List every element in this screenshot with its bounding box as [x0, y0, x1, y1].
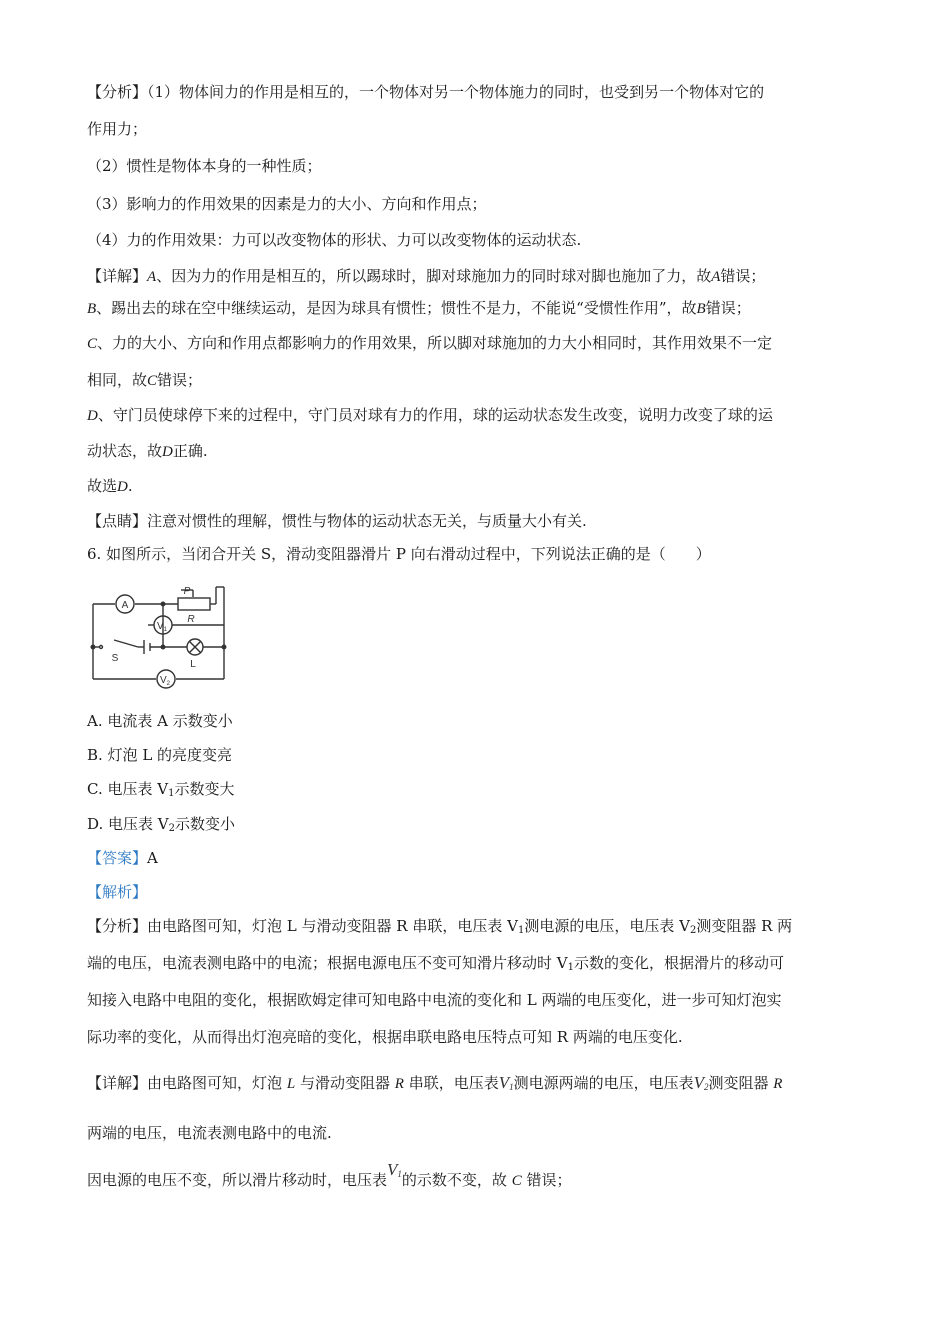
question-6-stem: 6. 如图所示，当闭合开关 S，滑动变阻器滑片 P 向右滑动过程中，下列说法正确的是（ ） [87, 545, 711, 563]
detail-line-d2: 动状态，故D正确. [87, 442, 208, 460]
tip-tag: 【点睛】 [87, 512, 148, 530]
rheostat-resistor [178, 598, 210, 610]
answer-tag: 【答案】 [87, 849, 148, 867]
analysis2-line-2: 端的电压，电流表测电路中的电流；根据电源电压不变可知滑片移动时 $V_1$示数的变化，根据滑片的移动可 [87, 954, 784, 973]
lamp-label: L [190, 659, 196, 670]
slider-label: P [183, 586, 191, 597]
analysis-line-3: （2）惯性是物体本身的一种性质； [87, 157, 322, 175]
explain-tag: 【解析】 [87, 883, 148, 901]
detail-choose: 故选D. [87, 477, 133, 495]
option-c: C. 电压表 $V_1$示数变大 [87, 780, 235, 799]
detail-line-d: D、守门员使球停下来的过程中，守门员对球有力的作用，球的运动状态发生改变，说明力改变了球的运 [87, 406, 773, 424]
switch-contact [100, 646, 103, 649]
analysis-line-2: 作用力； [87, 120, 148, 138]
analysis-tag: 【分析】 [87, 83, 148, 101]
detail-line-c2: 相同，故C错误； [87, 371, 203, 389]
ammeter-label: A [121, 600, 129, 611]
switch-label: S [111, 653, 119, 664]
circuit-diagram [88, 582, 238, 690]
analysis-line-5: （4）力的作用效果：力可以改变物体的形状、力可以改变物体的运动状态. [87, 231, 582, 249]
v2-label: $V_2$ [159, 675, 171, 687]
analysis-line-4: （3）影响力的作用效果的因素是力的大小、方向和作用点； [87, 195, 487, 213]
detail-line-c: C、力的大小、方向和作用点都影响力的作用效果，所以脚对球施加的力大小相同时，其作用效果不一定 [87, 334, 773, 352]
detail-line-a: 【详解】A、因为力的作用是相互的，所以踢球时，脚对球施加力的同时球对脚也施加了力，故A错误； [87, 267, 766, 285]
resistor-label: R [187, 614, 195, 625]
detail2-line-1: 【详解】由电路图可知，灯泡 L 与滑动变阻器 R 串联，电压表$V_1$测电源两端的电压，电压表$V_2$测变阻器 R [87, 1073, 783, 1092]
analysis2-line-4: 际功率的变化，从而得出灯泡亮暗的变化，根据串联电路电压特点可知 R 两端的电压变化. [87, 1028, 683, 1046]
detail2-line-3: 因电源的电压不变，所以滑片移动时，电压表$V_1$的示数不变，故 C 错误； [87, 1160, 572, 1189]
answer-value: A [147, 849, 158, 867]
analysis2-line-3: 知接入电路中电阻的变化，根据欧姆定律可知电路中电流的变化和 L 两端的电压变化，进一步可知灯泡实 [87, 991, 782, 1009]
analysis2-line-1: 【分析】由电路图可知，灯泡 L 与滑动变阻器 R 串联，电压表 $V_1$测电源的电压，电压表 $V_2$测变阻器 R 两 [87, 917, 793, 936]
option-a: A. 电流表 A 示数变小 [87, 712, 233, 730]
v1-label: $V_1$ [156, 621, 168, 633]
analysis-line-1: 【分析】（1）物体间力的作用是相互的，一个物体对另一个物体施力的同时，也受到另一个物体对它的 [87, 83, 765, 101]
answer-line [87, 848, 158, 868]
tip-line: 【点睛】注意对惯性的理解，惯性与物体的运动状态无关，与质量大小有关. [87, 512, 587, 530]
option-d: D. 电压表 $V_2$示数变小 [87, 815, 236, 834]
option-b: B. 灯泡 L 的亮度变亮 [87, 746, 233, 764]
detail2-line-2: 两端的电压，电流表测电路中的电流. [87, 1124, 332, 1142]
detail-line-b: B、踢出去的球在空中继续运动，是因为球具有惯性；惯性不是力，不能说“受惯性作用”，故B错误； [87, 299, 751, 317]
detail-tag: 【详解】 [87, 267, 148, 285]
